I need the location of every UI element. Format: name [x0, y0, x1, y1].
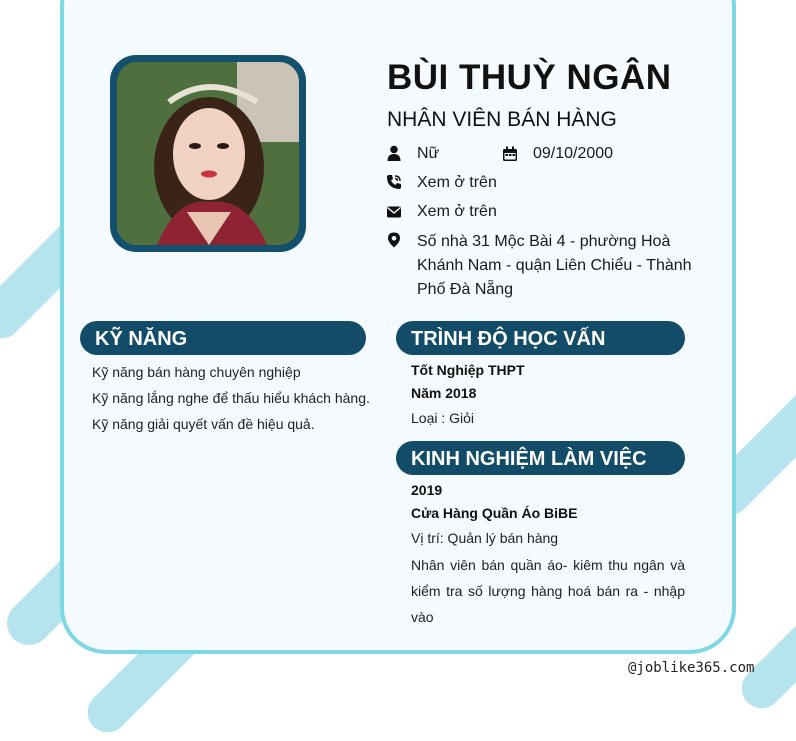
- education-heading: TRÌNH ĐỘ HỌC VẤN: [396, 321, 685, 355]
- job-title: NHÂN VIÊN BÁN HÀNG: [387, 108, 617, 131]
- map-pin-icon: [386, 232, 402, 248]
- phone-value: Xem ở trên: [417, 174, 497, 191]
- candidate-name: BÙI THUỲ NGÂN: [387, 58, 672, 97]
- watermark: @joblike365.com: [628, 660, 755, 676]
- profile-photo: [117, 62, 299, 245]
- education-grade: Loại : Giỏi: [411, 410, 475, 426]
- experience-position: Vị trí: Quản lý bán hàng: [411, 530, 559, 546]
- experience-heading: KINH NGHIỆM LÀM VIỆC: [396, 441, 685, 475]
- experience-year: 2019: [411, 482, 443, 498]
- envelope-icon: [386, 204, 402, 220]
- birthdate-value: 09/10/2000: [533, 145, 614, 162]
- skill-item: Kỹ năng lắng nghe để thấu hiểu khách hàng.: [92, 390, 370, 406]
- skills-heading: KỸ NĂNG: [80, 321, 366, 355]
- user-icon: [386, 145, 402, 161]
- experience-description: Nhân viên bán quần áo- kiêm thu ngân và kiểm tra số lượng hàng hoá bán ra - nhập vào: [411, 557, 685, 625]
- profile-photo-frame: [110, 55, 306, 252]
- phone-icon: [386, 174, 402, 190]
- education-year: Năm 2018: [411, 385, 477, 401]
- skill-item: Kỹ năng bán hàng chuyên nghiệp: [92, 364, 301, 380]
- education-degree: Tốt Nghiệp THPT: [411, 362, 525, 378]
- experience-company: Cửa Hàng Quần Áo BiBE: [411, 505, 578, 521]
- email-value: Xem ở trên: [417, 203, 497, 220]
- calendar-icon: [502, 146, 518, 162]
- address-value: Số nhà 31 Mộc Bài 4 - phường Hoà Khánh Nam - quận Liên Chiểu - Thành Phố Đà Nẵng: [417, 233, 692, 298]
- skill-item: Kỹ năng giải quyết vấn đề hiệu quả.: [92, 416, 315, 432]
- gender-value: Nữ: [417, 145, 440, 162]
